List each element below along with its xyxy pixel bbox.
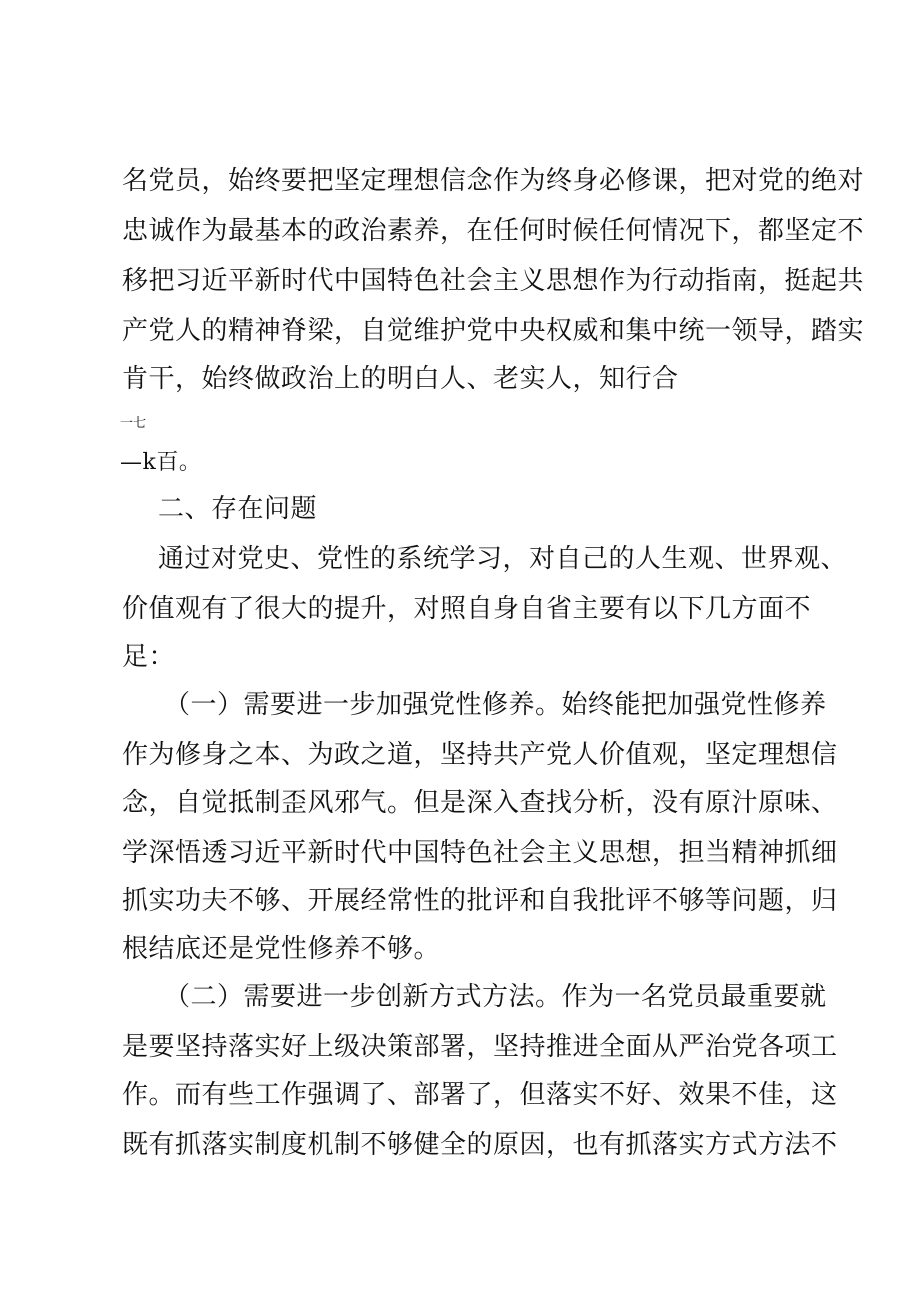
item-line: 抓实功夫不够、开展经常性的批评和自我批评不够等问题，归 (122, 886, 838, 916)
artifact-small-text: 一七 (120, 416, 147, 431)
intro-line: 通过对党史、党性的系统学习，对自己的人生观、世界观、 (158, 544, 848, 574)
item-line: 根结底还是党性修养不够。 (122, 934, 441, 964)
item-line: 作为修身之本、为政之道，坚持共产党人价值观，坚定理想信 (122, 740, 838, 770)
item-line: 作。而有些工作强调了、部署了，但落实不好、效果不佳，这 (122, 1080, 838, 1110)
intro-line: 足： (122, 642, 176, 672)
item-line: （一）需要进一步加强党性修养。始终能把加强党性修养 (164, 690, 827, 720)
body-line: 移把习近平新时代中国特色社会主义思想作为行动指南，挺起共 (122, 266, 865, 296)
item-line: 念，自觉抵制歪风邪气。但是深入查找分析，没有原汁原味、 (122, 788, 838, 818)
artifact-line: —k百。 (120, 450, 202, 475)
item-line: （二）需要进一步创新方式方法。作为一名党员最重要就 (164, 982, 827, 1012)
body-line: 产党人的精神脊梁，自觉维护党中央权威和集中统一领导，踏实 (122, 316, 865, 346)
section-heading: 二、存在问题 (158, 494, 318, 524)
body-line: 忠诚作为最基本的政治素养，在任何时候任何情况下，都坚定不 (122, 216, 865, 246)
item-line: 学深悟透习近平新时代中国特色社会主义思想，担当精神抓细 (122, 838, 838, 868)
body-line: 名党员，始终要把坚定理想信念作为终身必修课，把对党的绝对 (122, 166, 865, 196)
item-line: 既有抓落实制度机制不够健全的原因，也有抓落实方式方法不 (122, 1130, 838, 1160)
item-line: 是要坚持落实好上级决策部署，坚持推进全面从严治党各项工 (122, 1032, 838, 1062)
body-line: 肯干，始终做政治上的明白人、老实人，知行合 (122, 364, 679, 394)
intro-line: 价值观有了很大的提升，对照自身自省主要有以下几方面不 (122, 594, 812, 624)
